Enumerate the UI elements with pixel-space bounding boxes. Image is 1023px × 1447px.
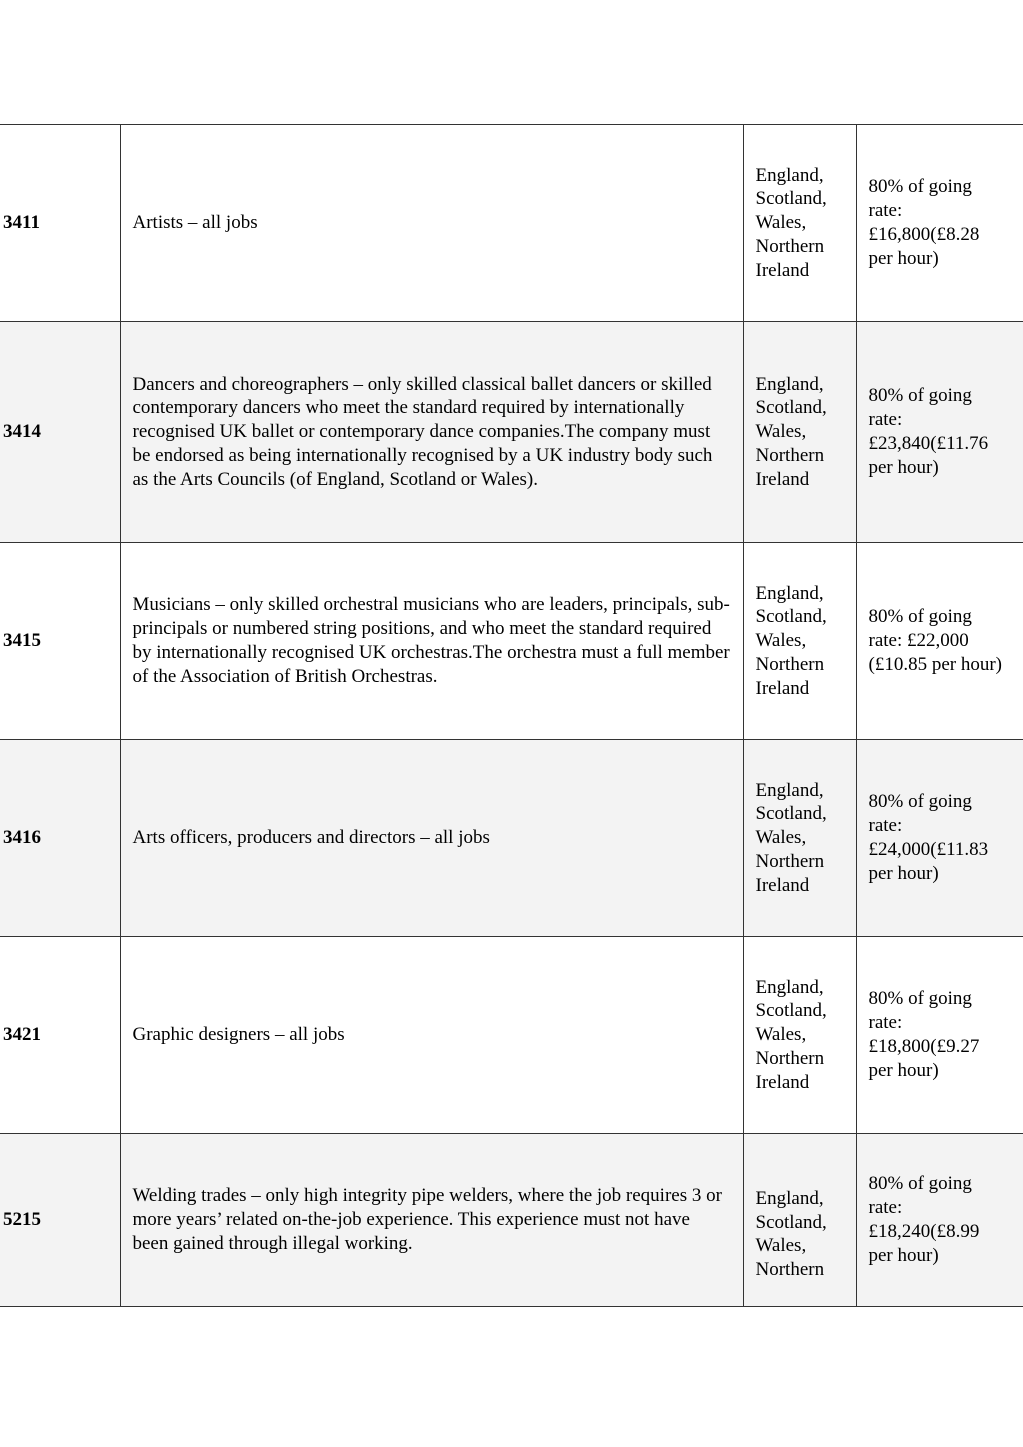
region-line: Wales, xyxy=(755,630,807,652)
region-cell xyxy=(743,1134,856,1307)
occupation-code: 3415 xyxy=(0,543,120,740)
region-line: Ireland xyxy=(755,468,810,490)
region-line: England, xyxy=(755,779,824,801)
region-cell xyxy=(743,937,856,1134)
occupation-code: 3411 xyxy=(0,125,120,322)
region-line: Ireland xyxy=(755,677,810,699)
region-line: Ireland xyxy=(755,1071,810,1093)
region-line: Scotland, xyxy=(755,1211,827,1233)
salary-line: £18,800(£9.27 xyxy=(868,1036,980,1057)
region-line: England, xyxy=(755,373,824,395)
region-line: Northern xyxy=(755,235,825,257)
salary-line: rate: xyxy=(868,409,903,431)
salary-line: 80% of going xyxy=(868,606,972,628)
region-line: Ireland xyxy=(755,874,810,896)
salary-line: rate: xyxy=(868,200,903,222)
salary-line: 80% of going xyxy=(868,385,972,407)
salary-line: £18,240(£8.99 xyxy=(868,1221,980,1242)
salary-line: per hour) xyxy=(868,1244,939,1266)
salary-line: 80% of going xyxy=(868,988,972,1010)
region-line: Scotland, xyxy=(755,803,827,825)
occupation-description: Graphic designers – all jobs xyxy=(120,937,743,1134)
salary-line: £23,840(£11.76 xyxy=(868,433,989,454)
salary-cell xyxy=(856,125,1023,322)
occupation-code: 3414 xyxy=(0,322,120,543)
region-line: Scotland, xyxy=(755,188,827,210)
salary-line: per hour) xyxy=(868,862,939,884)
region-line: England, xyxy=(755,976,824,998)
salary-line: per hour) xyxy=(868,456,939,478)
salary-cell xyxy=(856,543,1023,740)
region-line: Northern xyxy=(755,1259,825,1281)
table-row xyxy=(0,937,1023,1134)
salary-line: per hour) xyxy=(868,247,939,269)
table-row xyxy=(0,322,1023,543)
region-cell xyxy=(743,543,856,740)
region-line: Northern xyxy=(755,444,825,466)
region-line: Wales, xyxy=(755,421,807,443)
region-cell xyxy=(743,740,856,937)
table-row xyxy=(0,1134,1023,1307)
table-row xyxy=(0,125,1023,322)
region-line: Scotland, xyxy=(755,1000,827,1022)
occupation-description: Artists – all jobs xyxy=(120,125,743,322)
region-line: Northern xyxy=(755,653,825,675)
region-line: Wales, xyxy=(755,1235,807,1257)
salary-cell xyxy=(856,740,1023,937)
region-line: Scotland, xyxy=(755,397,827,419)
salary-cell xyxy=(856,1134,1023,1307)
salary-line: rate: xyxy=(868,1012,903,1034)
salary-cell xyxy=(856,937,1023,1134)
occupation-code: 3416 xyxy=(0,740,120,937)
salary-line: rate: xyxy=(868,815,903,837)
region-line: Wales, xyxy=(755,827,807,849)
region-line: Scotland, xyxy=(755,606,827,628)
region-line: England, xyxy=(755,582,824,604)
salary-line: 80% of going xyxy=(868,176,972,198)
region-line: England, xyxy=(755,164,824,186)
region-line: Ireland xyxy=(755,259,810,281)
region-line: Northern xyxy=(755,850,825,872)
occupation-table xyxy=(0,124,1023,1307)
salary-line: rate: £22,000 xyxy=(868,630,969,652)
occupation-code: 5215 xyxy=(0,1134,120,1307)
region-cell xyxy=(743,322,856,543)
salary-line: per hour) xyxy=(868,1059,939,1081)
occupation-description: Welding trades – only high integrity pipe welders, where the job requires 3 or more years’ related on-the-job experience. This experience must not have been gained through illegal working. xyxy=(120,1134,743,1307)
salary-line: (£10.85 per hour) xyxy=(868,653,1002,675)
salary-line: 80% of going xyxy=(868,1173,972,1195)
table-row xyxy=(0,543,1023,740)
occupation-description: Dancers and choreographers – only skilled classical ballet dancers or skilled contemporary dancers who meet the standard required by internationally recognised UK ballet or contemporary dance companies.The company must be endorsed as being internationally recognised by a UK industry body such as the Arts Councils (of England, Scotland or Wales). xyxy=(120,322,743,543)
region-line: Northern xyxy=(755,1047,825,1069)
salary-line: £24,000(£11.83 xyxy=(868,839,989,860)
occupation-code: 3421 xyxy=(0,937,120,1134)
region-line: England, xyxy=(755,1187,824,1209)
salary-line: 80% of going xyxy=(868,791,972,813)
region-cell xyxy=(743,125,856,322)
region-line: Wales, xyxy=(755,212,807,234)
salary-line: £16,800(£8.28 xyxy=(868,224,980,245)
table-row xyxy=(0,740,1023,937)
region-line: Wales, xyxy=(755,1024,807,1046)
salary-cell xyxy=(856,322,1023,543)
occupation-description: Arts officers, producers and directors – all jobs xyxy=(120,740,743,937)
salary-line: rate: xyxy=(868,1197,903,1219)
occupation-description: Musicians – only skilled orchestral musicians who are leaders, principals, sub-principals or numbered string positions, and who meet the standard required by internationally recognised UK orchestras.The orchestra must a full member of the Association of British Orchestras. xyxy=(120,543,743,740)
